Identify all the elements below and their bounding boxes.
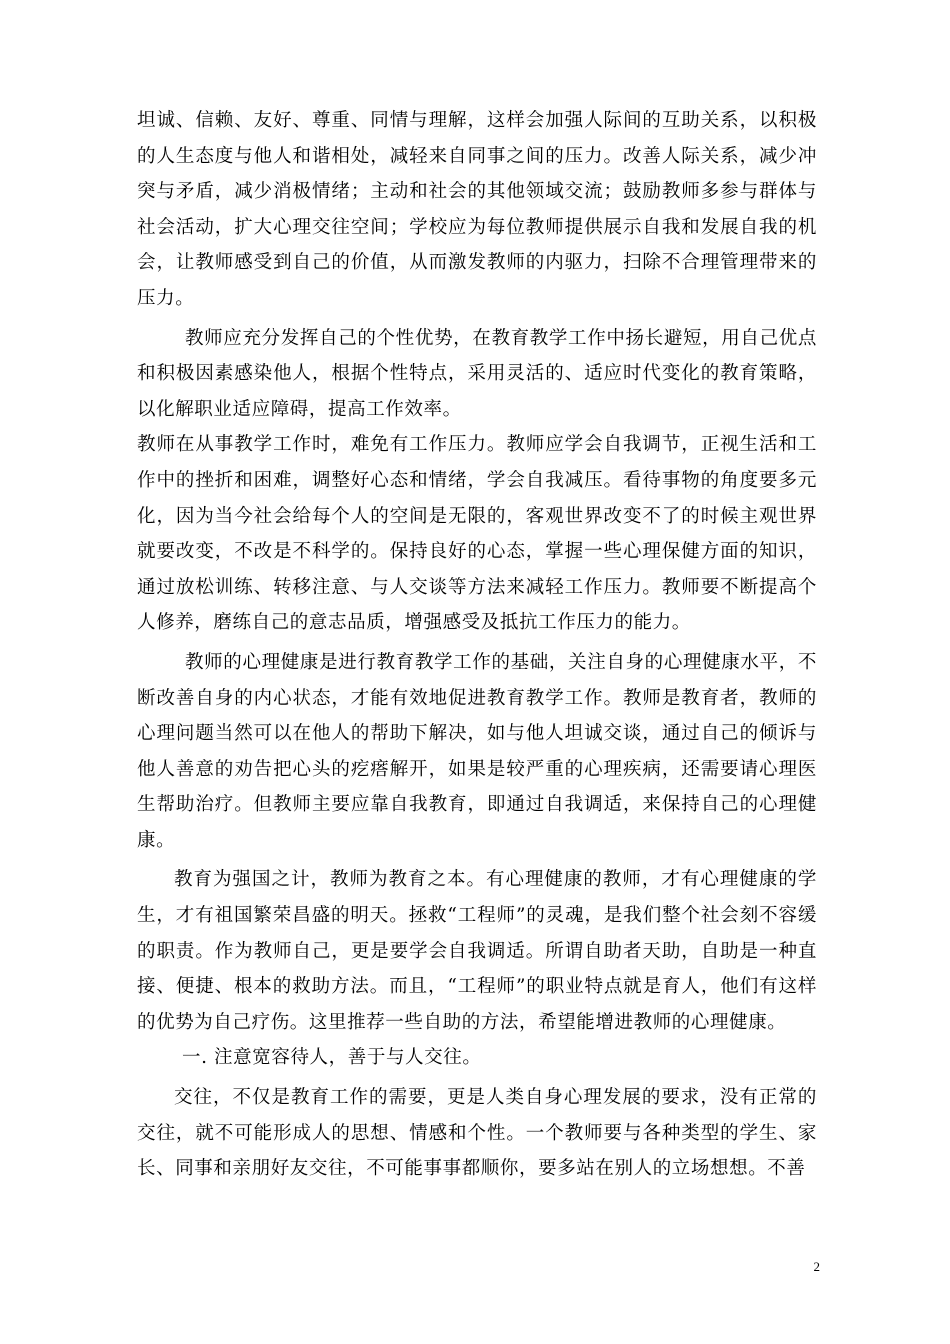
paragraph-work-pressure: 教师在从事教学工作时，难免有工作压力。教师应学会自我调节，正视生活和工作中的挫折和困难，调整好心态和情绪，学会自我减压。看待事物的角度要多元化，因为当今社会给每个人的空间是无限的，客观世界改变不了的时候主观世界就要改变，不改是不科学的。保持良好的心态，掌握一些心理保健方面的知识，通过放松训练、转移注意、与人交谈等方法来减轻工作压力。教师要不断提高个人修养，磨练自己的意志品质，增强感受及抵抗工作压力的能力。 [137,434,817,634]
paragraph-communication: 交往，不仅是教育工作的需要，更是人类自身心理发展的要求，没有正常的交往，就不可能形成人的思想、情感和个性。一个教师要与各种类型的学生、家长、同事和亲朋好友交往，不可能事事都顺你，要多站在别人的立场想想。不善 [137,1087,817,1180]
paragraph-interpersonal-relations: 坦诚、信赖、友好、尊重、同情与理解，这样会加强人际间的互助关系，以积极的人生态度与他人和谐相处，减轻来自同事之间的压力。改善人际关系，减少冲突与矛盾，减少消极情绪；主动和社会的其他领域交流；鼓励教师多参与群体与社会活动，扩大心理交往空间；学校应为每位教师提供展示自我和发展自我的机会，让教师感受到自己的价值，从而激发教师的内驱力，扫除不合理管理带来的压力。 [137,110,817,309]
paragraph-mental-health-foundation: 教师的心理健康是进行教育教学工作的基础，关注自身的心理健康水平，不断改善自身的内心状态，才能有效地促进教育教学工作。教师是教育者，教师的心理问题当然可以在他人的帮助下解决，如与他人坦诚交谈，通过自己的倾诉与他人善意的劝告把心头的疙瘩解开，如果是较严重的心理疾病，还需要请心理医生帮助治疗。但教师主要应靠自我教育，即通过自我调适，来保持自己的心理健康。 [137,651,817,851]
document-body [137,103,817,1187]
paragraph-education-strong-nation: 教育为强国之计，教师为教育之本。有心理健康的教师，才有心理健康的学生，才有祖国繁荣昌盛的明天。拯救“工程师”的灵魂，是我们整个社会刻不容缓的职责。作为教师自己，更是要学会自我调适。所谓自助者天助，自助是一种直接、便捷、根本的救助方法。而且，“工程师”的职业特点就是育人，他们有这样的优势为自己疗伤。这里推荐一些自助的方法，希望能增进教师的心理健康。 [137,869,817,1033]
page-number: 2 [813,1259,820,1274]
paragraph-personality-strengths: 教师应充分发挥自己的个性优势，在教育教学工作中扬长避短，用自己优点和积极因素感染他人，根据个性特点，采用灵活的、适应时代变化的教育策略，以化解职业适应障碍，提高工作效率。 [137,327,817,420]
section-heading-tolerance: 一. 注意宽容待人，善于与人交往。 [182,1047,482,1069]
